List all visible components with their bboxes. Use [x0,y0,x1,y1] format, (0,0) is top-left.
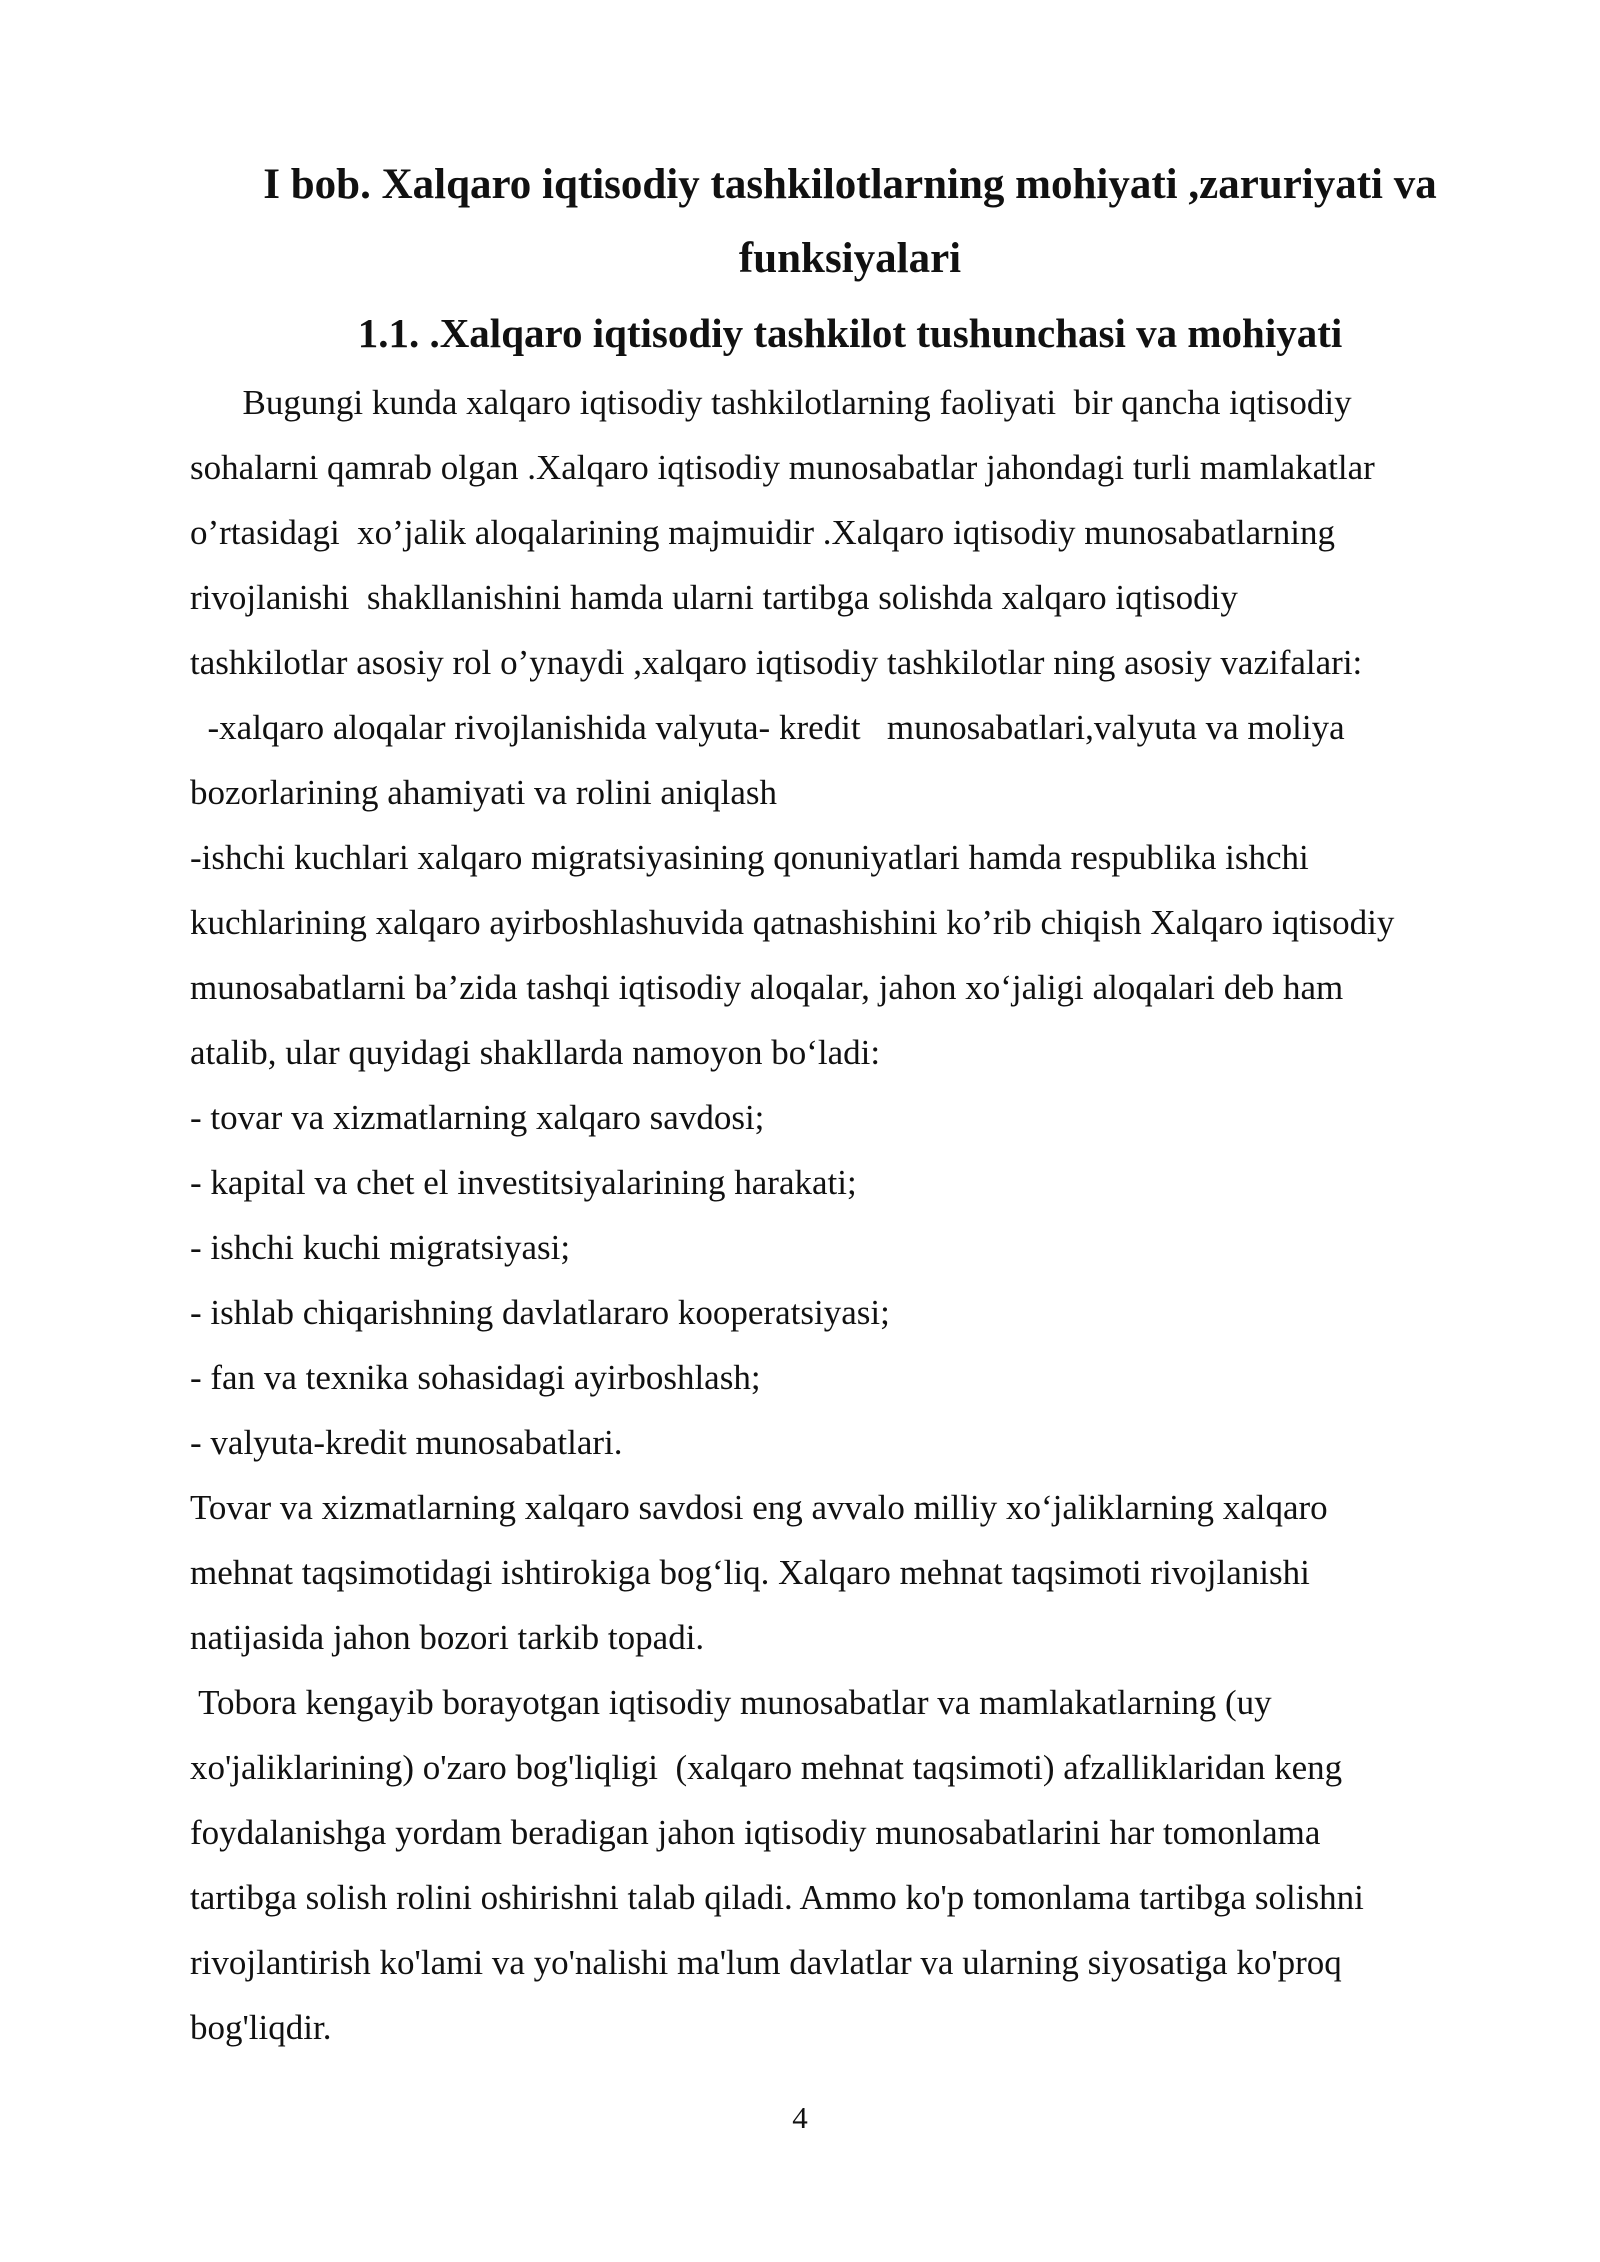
chapter-title [190,148,1510,296]
body-line: sohalarni qamrab olgan .Xalqaro iqtisodiy munosabatlar jahondagi turli mamlakatlar [190,448,1375,487]
chapter-title-line2: funksiyalari [738,235,962,282]
body-line: mehnat taqsimotidagi ishtirokiga bog‘liq. Xalqaro mehnat taqsimoti rivojlanishi [190,1553,1310,1592]
body-line: -ishchi kuchlari xalqaro migratsiyasining qonuniyatlari hamda respublika ishchi [190,838,1309,877]
list-item: - tovar va xizmatlarning xalqaro savdosi; [190,1098,765,1137]
body-line: kuchlarining xalqaro ayirboshlashuvida qatnashishini ko’rib chiqish Xalqaro iqtisodiy [190,903,1395,942]
body-line: xo'jaliklarining) o'zaro bog'liqligi (xalqaro mehnat taqsimoti) afzalliklaridan keng [190,1748,1343,1787]
chapter-title-line1: I bob. Xalqaro iqtisodiy tashkilotlarning mohiyati ,zaruriyati va [263,161,1437,208]
body-line: foydalanishga yordam beradigan jahon iqtisodiy munosabatlarini har tomonlama [190,1813,1321,1852]
body-line: Tovar va xizmatlarning xalqaro savdosi eng avvalo milliy xo‘jaliklarning xalqaro [190,1488,1328,1527]
body-text [190,370,1510,2060]
body-line: rivojlanishi shakllanishini hamda ularni tartibga solishda xalqaro iqtisodiy [190,578,1238,617]
body-line: o’rtasidagi xo’jalik aloqalarining majmuidir .Xalqaro iqtisodiy munosabatlarning [190,513,1336,552]
body-line: Bugungi kunda xalqaro iqtisodiy tashkilotlarning faoliyati bir qancha iqtisodiy [190,383,1352,422]
list-item: - fan va texnika sohasidagi ayirboshlash; [190,1358,761,1397]
body-line: munosabatlarni ba’zida tashqi iqtisodiy aloqalar, jahon xo‘jaligi aloqalari deb ham [190,968,1344,1007]
section-title: 1.1. .Xalqaro iqtisodiy tashkilot tushunchasi va mohiyati [357,310,1343,356]
body-line: bozorlarining ahamiyati va rolini aniqlash [190,773,778,812]
list-item: - ishchi kuchi migratsiyasi; [190,1228,571,1267]
list-item: - valyuta-kredit munosabatlari. [190,1423,623,1462]
page-content [190,148,1510,2060]
body-line: tashkilotlar asosiy rol o’ynaydi ,xalqaro iqtisodiy tashkilotlar ning asosiy vazifalari: [190,643,1363,682]
body-line: bog'liqdir. [190,2008,332,2047]
body-line: atalib, ular quyidagi shakllarda namoyon bo‘ladi: [190,1033,881,1072]
body-line: Tobora kengayib borayotgan iqtisodiy munosabatlar va mamlakatlarning (uy [190,1683,1272,1722]
list-item: - kapital va chet el investitsiyalarining harakati; [190,1163,857,1202]
body-line: tartibga solish rolini oshirishni talab qiladi. Ammo ko'p tomonlama tartibga solishni [190,1878,1364,1917]
body-line: -xalqaro aloqalar rivojlanishida valyuta- kredit munosabatlari,valyuta va moliya [190,708,1345,747]
body-line: rivojlantirish ko'lami va yo'nalishi ma'lum davlatlar va ularning siyosatiga ko'proq [190,1943,1342,1982]
body-line: natijasida jahon bozori tarkib topadi. [190,1618,705,1657]
list-item: - ishlab chiqarishning davlatlararo kooperatsiyasi; [190,1293,890,1332]
page-number: 4 [792,2100,808,2135]
